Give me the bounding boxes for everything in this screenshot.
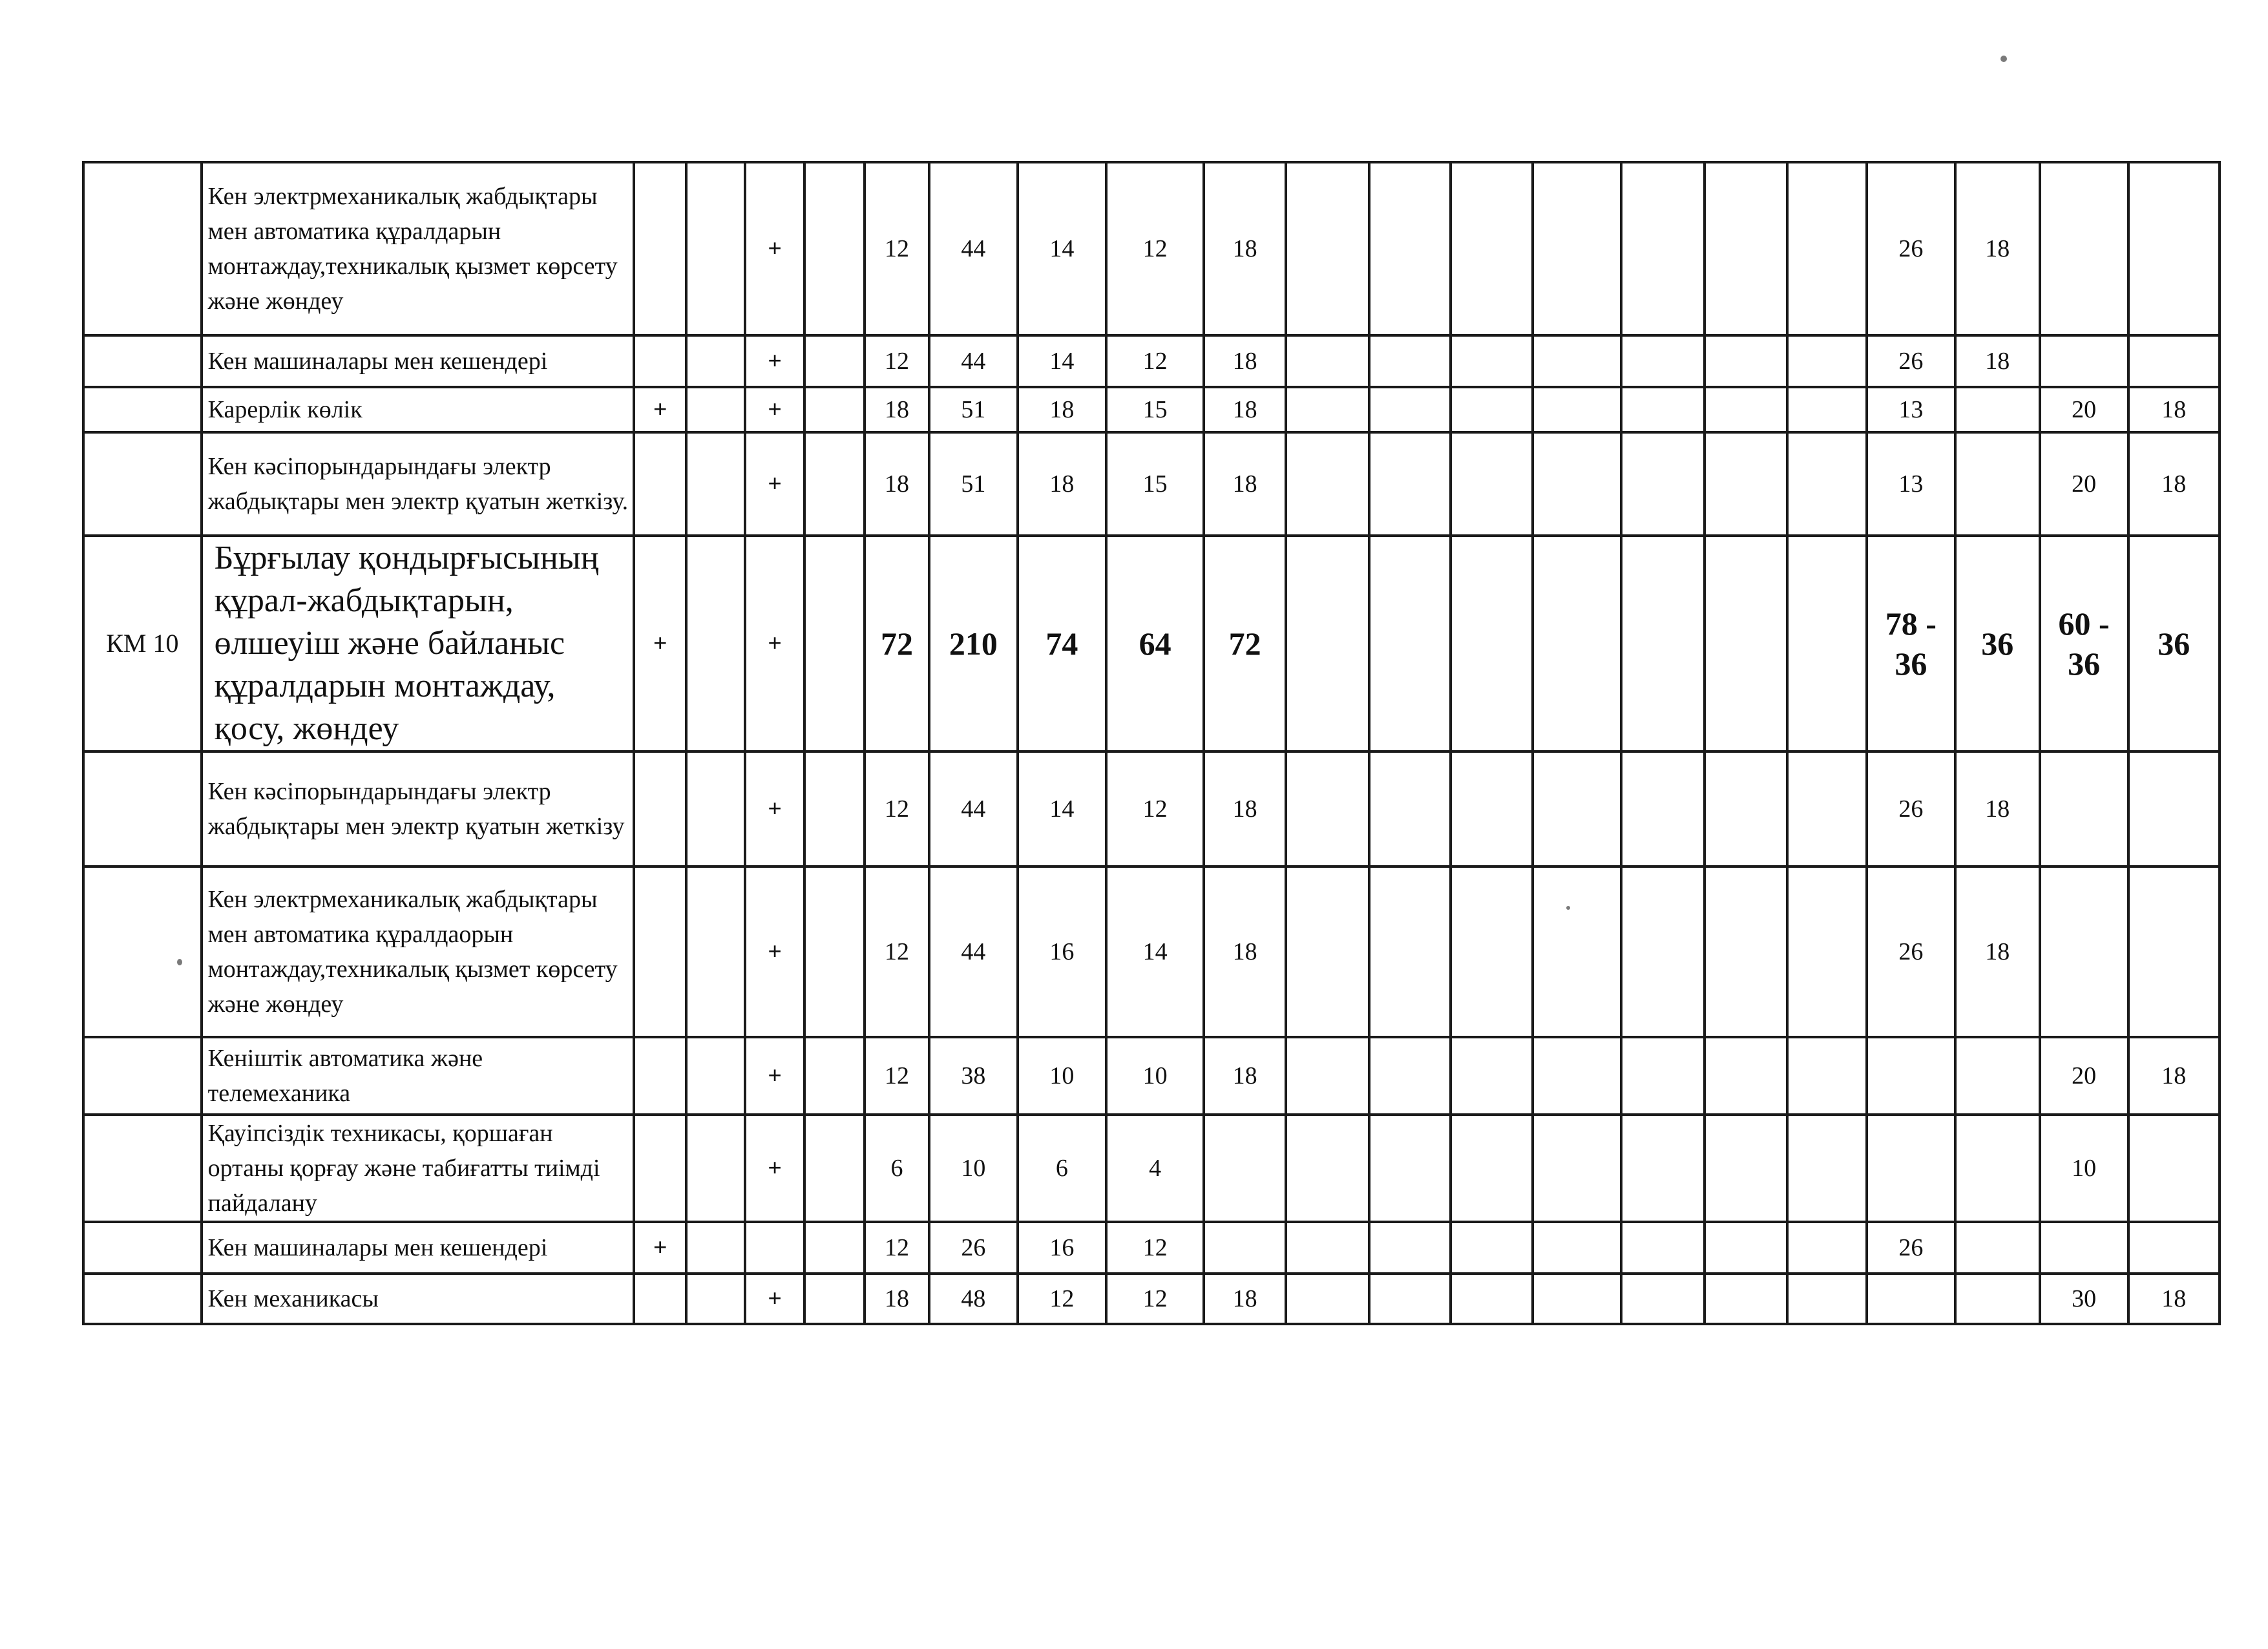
credit-value: 6 (865, 1115, 929, 1222)
semester-hours (2040, 162, 2128, 335)
empty-cell (1705, 335, 1788, 387)
semester-hours: 18 (1955, 162, 2040, 335)
semester-hours (1955, 1222, 2040, 1274)
plus-mark: + (745, 751, 804, 867)
module-code (83, 335, 202, 387)
hours-value (1204, 1222, 1286, 1274)
semester-hours: 26 (1867, 1222, 1955, 1274)
discipline-name: Кен машиналары мен кешендері (202, 335, 635, 387)
semester-hours (2040, 867, 2128, 1037)
semester-hours (2128, 1115, 2220, 1222)
semester-hours: 36 (2128, 536, 2220, 751)
empty-cell (1787, 335, 1866, 387)
empty-cell (1621, 751, 1705, 867)
empty-cell (1621, 1037, 1705, 1115)
empty-cell (1369, 1037, 1451, 1115)
discipline-name: Қауіпсіздік техникасы, қоршаған ортаны қорғау және табиғатты тиімді пайдалану (202, 1115, 635, 1222)
plus-mark (634, 335, 686, 387)
empty-cell (1286, 867, 1369, 1037)
empty-cell (1369, 867, 1451, 1037)
empty-cell (686, 335, 745, 387)
semester-hours (2128, 867, 2220, 1037)
total-hours: 44 (929, 867, 1018, 1037)
table-row (83, 1037, 2220, 1115)
total-hours: 26 (929, 1222, 1018, 1274)
plus-mark (634, 432, 686, 536)
discipline-name: Кен электрмеханикалық жабдықтары мен автоматика құралдаорын монтаждау,техникалық қызмет көрсету және жөндеу (202, 867, 635, 1037)
empty-cell (1286, 162, 1369, 335)
total-hours: 10 (929, 1115, 1018, 1222)
empty-cell (1705, 1037, 1788, 1115)
empty-cell (1621, 536, 1705, 751)
module-code (83, 1222, 202, 1274)
empty-cell (1533, 867, 1621, 1037)
credit-value: 72 (865, 536, 929, 751)
semester-hours: 26 (1867, 162, 1955, 335)
empty-cell (1533, 432, 1621, 536)
empty-cell (1451, 387, 1533, 432)
empty-cell (1705, 1274, 1788, 1324)
empty-cell (1705, 387, 1788, 432)
empty-cell (1621, 867, 1705, 1037)
empty-cell (1369, 335, 1451, 387)
semester-hours (1955, 1037, 2040, 1115)
empty-cell (1787, 1222, 1866, 1274)
hours-value: 14 (1106, 867, 1204, 1037)
empty-cell (1787, 751, 1866, 867)
empty-cell (1369, 387, 1451, 432)
semester-hours: 10 (2040, 1115, 2128, 1222)
empty-cell (1451, 1037, 1533, 1115)
empty-cell (686, 751, 745, 867)
discipline-name: Кен механикасы (202, 1274, 635, 1324)
empty-cell (1787, 162, 1866, 335)
semester-hours: 18 (2128, 387, 2220, 432)
credit-value: 12 (865, 162, 929, 335)
hours-value (1204, 1115, 1286, 1222)
plus-mark (745, 1222, 804, 1274)
empty-cell (686, 432, 745, 536)
empty-cell (1621, 1222, 1705, 1274)
table-row (83, 867, 2220, 1037)
plus-mark (634, 1115, 686, 1222)
empty-cell (1621, 1115, 1705, 1222)
module-code: КМ 10 (83, 536, 202, 751)
empty-cell (1787, 536, 1866, 751)
empty-cell (804, 1115, 865, 1222)
semester-hours: 26 (1867, 867, 1955, 1037)
empty-cell (804, 1037, 865, 1115)
empty-cell (1705, 432, 1788, 536)
empty-cell (1451, 1274, 1533, 1324)
semester-hours: 78 - 36 (1867, 536, 1955, 751)
empty-cell (1621, 387, 1705, 432)
empty-cell (804, 1222, 865, 1274)
empty-cell (686, 1274, 745, 1324)
semester-hours: 18 (1955, 751, 2040, 867)
empty-cell (1369, 1274, 1451, 1324)
credit-value: 12 (865, 867, 929, 1037)
module-code (83, 751, 202, 867)
empty-cell (1533, 335, 1621, 387)
empty-cell (1705, 162, 1788, 335)
empty-cell (1369, 432, 1451, 536)
plus-mark (634, 1037, 686, 1115)
semester-hours (2128, 1222, 2220, 1274)
semester-hours: 20 (2040, 432, 2128, 536)
empty-cell (1286, 751, 1369, 867)
empty-cell (1787, 1115, 1866, 1222)
semester-hours (2040, 1222, 2128, 1274)
empty-cell (804, 335, 865, 387)
hours-value: 18 (1204, 867, 1286, 1037)
empty-cell (804, 162, 865, 335)
total-hours: 38 (929, 1037, 1018, 1115)
module-code (83, 387, 202, 432)
hours-value: 14 (1018, 751, 1106, 867)
semester-hours (2128, 751, 2220, 867)
table-row (83, 1222, 2220, 1274)
hours-value: 18 (1018, 432, 1106, 536)
empty-cell (1705, 536, 1788, 751)
hours-value: 64 (1106, 536, 1204, 751)
hours-value: 4 (1106, 1115, 1204, 1222)
hours-value: 15 (1106, 387, 1204, 432)
semester-hours (2128, 335, 2220, 387)
empty-cell (1533, 536, 1621, 751)
empty-cell (1533, 1274, 1621, 1324)
table-row (83, 432, 2220, 536)
credit-value: 18 (865, 387, 929, 432)
empty-cell (1451, 536, 1533, 751)
credit-value: 18 (865, 1274, 929, 1324)
semester-hours (1867, 1115, 1955, 1222)
plus-mark (634, 867, 686, 1037)
semester-hours: 60 - 36 (2040, 536, 2128, 751)
empty-cell (686, 536, 745, 751)
hours-value: 18 (1204, 387, 1286, 432)
curriculum-table (82, 161, 2221, 1325)
plus-mark: + (745, 162, 804, 335)
discipline-name: Бұрғылау қондырғысының құрал-жабдықтарын, өлшеуіш және байланыс құралдарын монтаждау, қосу, жөндеу (202, 536, 635, 751)
hours-value: 12 (1106, 1222, 1204, 1274)
semester-hours (2040, 335, 2128, 387)
empty-cell (1621, 335, 1705, 387)
hours-value: 18 (1204, 1274, 1286, 1324)
credit-value: 12 (865, 751, 929, 867)
plus-mark: + (745, 432, 804, 536)
scan-speck (1566, 906, 1570, 910)
semester-hours: 18 (1955, 335, 2040, 387)
semester-hours (1955, 432, 2040, 536)
empty-cell (1369, 1115, 1451, 1222)
empty-cell (1533, 162, 1621, 335)
empty-cell (686, 867, 745, 1037)
module-code (83, 432, 202, 536)
total-hours: 51 (929, 387, 1018, 432)
hours-value: 12 (1106, 162, 1204, 335)
semester-hours (1867, 1274, 1955, 1324)
plus-mark: + (634, 387, 686, 432)
plus-mark: + (634, 1222, 686, 1274)
table-row (83, 387, 2220, 432)
plus-mark: + (745, 335, 804, 387)
hours-value: 72 (1204, 536, 1286, 751)
empty-cell (1705, 1115, 1788, 1222)
hours-value: 18 (1204, 162, 1286, 335)
empty-cell (1369, 536, 1451, 751)
empty-cell (686, 1222, 745, 1274)
empty-cell (1787, 387, 1866, 432)
plus-mark: + (745, 867, 804, 1037)
hours-value: 18 (1204, 335, 1286, 387)
empty-cell (1451, 751, 1533, 867)
total-hours: 51 (929, 432, 1018, 536)
semester-hours: 20 (2040, 387, 2128, 432)
semester-hours (2128, 162, 2220, 335)
hours-value: 12 (1018, 1274, 1106, 1324)
plus-mark: + (745, 387, 804, 432)
empty-cell (1705, 751, 1788, 867)
hours-value: 14 (1018, 335, 1106, 387)
total-hours: 44 (929, 751, 1018, 867)
discipline-name: Кен машиналары мен кешендері (202, 1222, 635, 1274)
semester-hours: 26 (1867, 335, 1955, 387)
empty-cell (1286, 1274, 1369, 1324)
hours-value: 16 (1018, 867, 1106, 1037)
semester-hours (1955, 1115, 2040, 1222)
table-row (83, 162, 2220, 335)
empty-cell (686, 387, 745, 432)
empty-cell (686, 1037, 745, 1115)
empty-cell (1533, 1037, 1621, 1115)
empty-cell (1621, 162, 1705, 335)
table-row (83, 536, 2220, 751)
table-row (83, 751, 2220, 867)
hours-value: 10 (1018, 1037, 1106, 1115)
empty-cell (1787, 1274, 1866, 1324)
discipline-name: Кеніштік автоматика және телемеханика (202, 1037, 635, 1115)
empty-cell (1369, 1222, 1451, 1274)
semester-hours: 13 (1867, 432, 1955, 536)
semester-hours: 30 (2040, 1274, 2128, 1324)
total-hours: 48 (929, 1274, 1018, 1324)
hours-value: 12 (1106, 751, 1204, 867)
plus-mark: + (745, 1115, 804, 1222)
scan-speck (2000, 56, 2007, 62)
empty-cell (804, 751, 865, 867)
empty-cell (686, 162, 745, 335)
hours-value: 16 (1018, 1222, 1106, 1274)
empty-cell (1286, 1037, 1369, 1115)
empty-cell (1533, 387, 1621, 432)
empty-cell (1533, 751, 1621, 867)
empty-cell (1533, 1222, 1621, 1274)
empty-cell (804, 432, 865, 536)
semester-hours: 18 (2128, 1274, 2220, 1324)
empty-cell (1286, 387, 1369, 432)
discipline-name: Кен электрмеханикалық жабдықтары мен автоматика құралдарын монтаждау,техникалық қызмет көрсету және жөндеу (202, 162, 635, 335)
hours-value: 15 (1106, 432, 1204, 536)
plus-mark: + (745, 1037, 804, 1115)
plus-mark (634, 1274, 686, 1324)
hours-value: 18 (1018, 387, 1106, 432)
credit-value: 18 (865, 432, 929, 536)
total-hours: 44 (929, 335, 1018, 387)
empty-cell (804, 867, 865, 1037)
credit-value: 12 (865, 1037, 929, 1115)
empty-cell (1286, 1115, 1369, 1222)
empty-cell (1369, 162, 1451, 335)
semester-hours (1867, 1037, 1955, 1115)
plus-mark: + (634, 536, 686, 751)
empty-cell (1787, 1037, 1866, 1115)
module-code (83, 1037, 202, 1115)
hours-value: 10 (1106, 1037, 1204, 1115)
semester-hours (2040, 751, 2128, 867)
empty-cell (1787, 432, 1866, 536)
plus-mark: + (745, 1274, 804, 1324)
hours-value: 74 (1018, 536, 1106, 751)
empty-cell (1369, 751, 1451, 867)
module-code (83, 1274, 202, 1324)
hours-value: 12 (1106, 1274, 1204, 1324)
semester-hours: 36 (1955, 536, 2040, 751)
empty-cell (1451, 162, 1533, 335)
credit-value: 12 (865, 335, 929, 387)
empty-cell (1533, 1115, 1621, 1222)
semester-hours: 26 (1867, 751, 1955, 867)
empty-cell (804, 536, 865, 751)
semester-hours: 20 (2040, 1037, 2128, 1115)
empty-cell (1286, 432, 1369, 536)
semester-hours: 18 (2128, 1037, 2220, 1115)
empty-cell (1621, 432, 1705, 536)
plus-mark (634, 162, 686, 335)
discipline-name: Карерлік көлік (202, 387, 635, 432)
empty-cell (1705, 867, 1788, 1037)
total-hours: 44 (929, 162, 1018, 335)
module-code (83, 1115, 202, 1222)
scan-speck (177, 959, 182, 965)
empty-cell (1451, 432, 1533, 536)
total-hours: 210 (929, 536, 1018, 751)
empty-cell (1286, 335, 1369, 387)
plus-mark: + (745, 536, 804, 751)
semester-hours: 18 (1955, 867, 2040, 1037)
semester-hours (1955, 387, 2040, 432)
plus-mark (634, 751, 686, 867)
empty-cell (1621, 1274, 1705, 1324)
empty-cell (1787, 867, 1866, 1037)
module-code (83, 867, 202, 1037)
empty-cell (804, 1274, 865, 1324)
hours-value: 14 (1018, 162, 1106, 335)
hours-value: 18 (1204, 1037, 1286, 1115)
empty-cell (1705, 1222, 1788, 1274)
table-row (83, 335, 2220, 387)
discipline-name: Кен кәсіпорындарындағы электр жабдықтары мен электр қуатын жеткізу (202, 751, 635, 867)
empty-cell (686, 1115, 745, 1222)
table-row (83, 1115, 2220, 1222)
hours-value: 12 (1106, 335, 1204, 387)
discipline-name: Кен кәсіпорындарындағы электр жабдықтары мен электр қуатын жеткізу. (202, 432, 635, 536)
table-row (83, 1274, 2220, 1324)
semester-hours (1955, 1274, 2040, 1324)
empty-cell (1451, 867, 1533, 1037)
hours-value: 18 (1204, 751, 1286, 867)
empty-cell (804, 387, 865, 432)
empty-cell (1451, 335, 1533, 387)
empty-cell (1286, 1222, 1369, 1274)
credit-value: 12 (865, 1222, 929, 1274)
semester-hours: 13 (1867, 387, 1955, 432)
empty-cell (1286, 536, 1369, 751)
hours-value: 6 (1018, 1115, 1106, 1222)
empty-cell (1451, 1222, 1533, 1274)
hours-value: 18 (1204, 432, 1286, 536)
semester-hours: 18 (2128, 432, 2220, 536)
module-code (83, 162, 202, 335)
empty-cell (1451, 1115, 1533, 1222)
